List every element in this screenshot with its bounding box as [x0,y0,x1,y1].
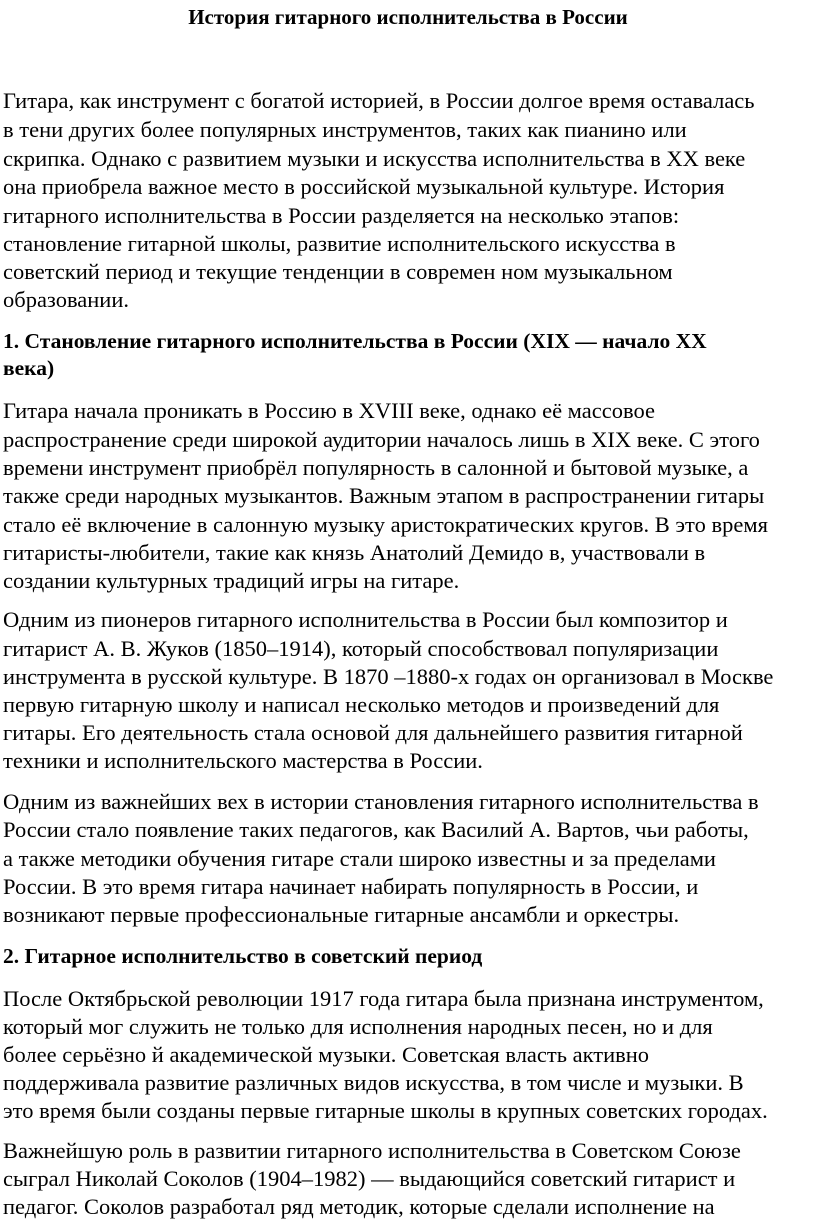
section-2-heading: 2. Гитарное исполнительство в советский период [3,944,483,968]
intro-line: образовании. [3,287,130,312]
intro-line: она приобрела важное место в российской музыкальной культуре. История [3,174,725,199]
s1-p2-line: первую гитарную школу и написал несколько методов и произведений для [3,692,720,717]
s2-p2-line: Важнейшую роль в развитии гитарного исполнительства в Советском Союзе [3,1138,741,1163]
s2-p2-line: педагог. Соколов разработал ряд методик, которые сделали исполнение на [3,1194,715,1219]
s1-p2-line: инструмента в русской культуре. В 1870 –1880-х годах он организовал в Москве [3,664,774,689]
document-title: История гитарного исполнительства в России [188,5,628,29]
s1-p1-line: времени инструмент приобрёл популярность в салонной и бытовой музыке, а [3,455,749,480]
s1-p1-line: также среди народных музыкантов. Важным этапом в распространении гитары [3,483,765,508]
s1-p3-line: России стало появление таких педагогов, как Василий А. Вартов, чьи работы, [3,817,749,842]
section-1-heading: 1. Становление гитарного исполнительства в России (XIX — начало XX [3,329,707,353]
s1-p1-line: создании культурных традиций игры на гитаре. [3,568,460,593]
s1-p1-line: гитаристы-любители, такие как князь Анатолий Демидо в, участвовали в [3,540,706,565]
s1-p2-line: техники и исполнительского мастерства в России. [3,748,483,773]
s1-p3-line: России. В это время гитара начинает набирать популярность в России, и [3,874,699,899]
s1-p1-line: стало её включение в салонную музыку аристократических кругов. В это время [3,512,768,537]
s1-p3-line: а также методики обучения гитаре стали широко известны и за пределами [3,846,716,871]
s2-p1-line: более серьёзно й академической музыки. Советская власть активно [3,1042,650,1067]
s2-p1-line: это время были созданы первые гитарные школы в крупных советских городах. [3,1098,768,1123]
intro-line: советский период и текущие тенденции в современ ном музыкальном [3,259,673,284]
s2-p1-line: поддерживала развитие различных видов искусства, в том числе и музыки. В [3,1070,744,1095]
intro-line: в тени других более популярных инструментов, таких как пианино или [3,117,687,142]
s2-p2-line: сыграл Николай Соколов (1904–1982) — выдающийся советский гитарист и [3,1166,736,1191]
s2-p1-line: который мог служить не только для исполнения народных песен, но и для [3,1014,713,1039]
section-1-heading: века) [3,356,55,380]
s1-p1-line: распространение среди широкой аудитории началось лишь в XIX веке. С этого [3,427,760,452]
s1-p2-line: гитары. Его деятельность стала основой для дальнейшего развития гитарной [3,720,743,745]
s1-p2-line: Одним из пионеров гитарного исполнительства в России был композитор и [3,607,728,632]
s1-p3-line: Одним из важнейших вех в истории становления гитарного исполнительства в [3,789,759,814]
intro-line: гитарного исполнительства в России разделяется на несколько этапов: [3,203,680,228]
s1-p1-line: Гитара начала проникать в Россию в XVIII веке, однако её массовое [3,398,655,423]
s1-p3-line: возникают первые профессиональные гитарные ансамбли и оркестры. [3,902,680,927]
s1-p2-line: гитарист А. В. Жуков (1850–1914), который способствовал популяризации [3,636,719,661]
intro-line: скрипка. Однако с развитием музыки и искусства исполнительства в XX веке [3,146,746,171]
s2-p1-line: После Октябрьской революции 1917 года гитара была признана инструментом, [3,986,764,1011]
intro-line: Гитара, как инструмент с богатой историей, в России долгое время оставалась [3,88,755,113]
intro-line: становление гитарной школы, развитие исполнительского искусства в [3,231,676,256]
